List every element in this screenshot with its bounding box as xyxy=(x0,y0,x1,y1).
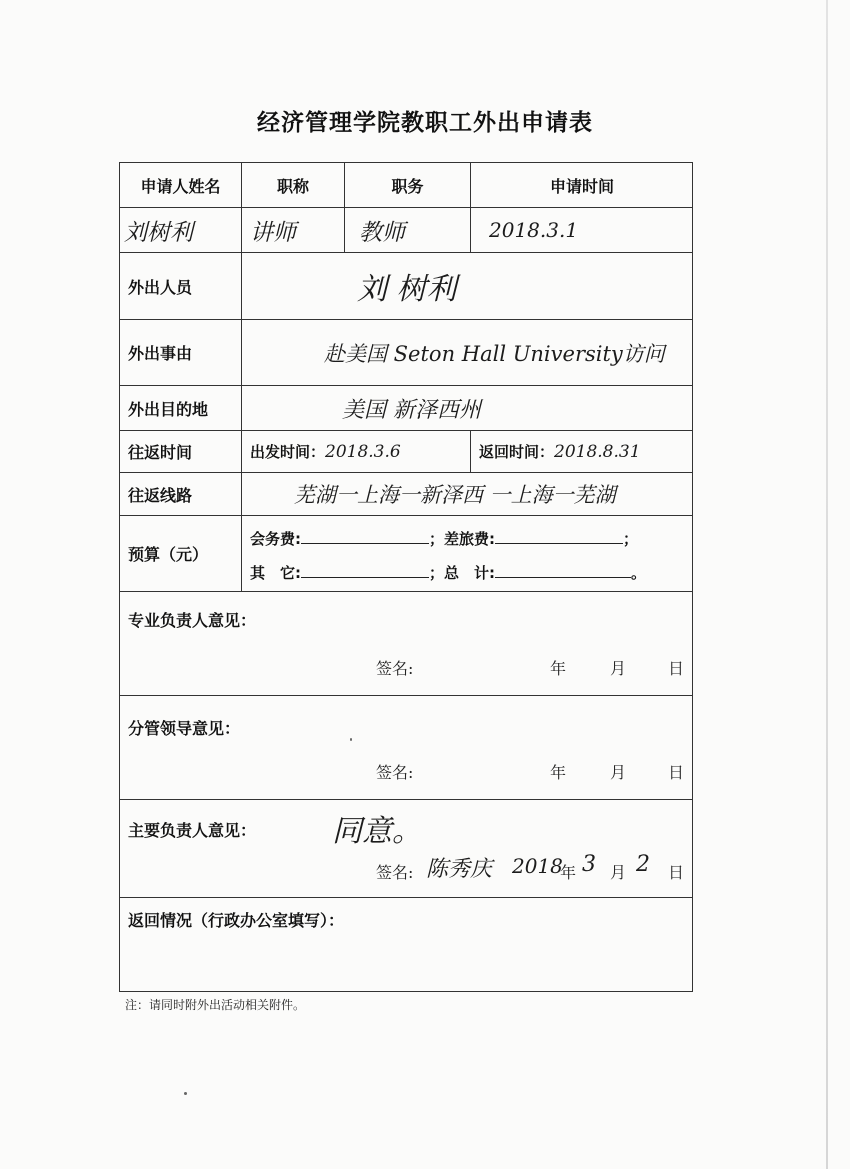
return-value: 2018.8.31 xyxy=(554,441,641,462)
main-head-label: 主要负责人意见： xyxy=(128,821,257,840)
dept-leader-row xyxy=(120,696,692,800)
travel-label: ；差旅费: xyxy=(429,530,495,548)
main-head-month: 月 xyxy=(610,863,627,882)
dept-leader-day: 日 xyxy=(668,763,685,782)
header-title: 职称 xyxy=(242,163,345,207)
main-head-day-value: 2 xyxy=(636,852,650,877)
budget-line-1 xyxy=(250,528,638,549)
other-blank[interactable] xyxy=(301,563,429,578)
page-edge xyxy=(826,0,828,1169)
scan-speck xyxy=(350,738,352,741)
major-head-sign-label: 签名: xyxy=(376,659,414,678)
dates-label: 往返时间 xyxy=(120,431,242,472)
budget-end: 。 xyxy=(631,564,647,582)
dept-leader-year: 年 xyxy=(550,763,567,782)
applicant-title: 讲师 xyxy=(242,208,345,252)
reason-label: 外出事由 xyxy=(120,320,242,385)
budget-row xyxy=(120,516,692,592)
main-head-year: 年 xyxy=(560,863,577,882)
dept-leader-month: 月 xyxy=(610,763,627,782)
meeting-blank[interactable] xyxy=(301,529,429,544)
main-head-year-value: 2018 xyxy=(512,854,563,878)
other-label: 其 它: xyxy=(250,564,301,582)
depart-cell xyxy=(242,431,471,472)
budget-sep: ； xyxy=(623,530,639,548)
reason-value: 赴美国 Seton Hall University访问 xyxy=(324,341,665,366)
major-head-year: 年 xyxy=(550,659,567,678)
destination-row xyxy=(120,386,692,431)
destination-label: 外出目的地 xyxy=(120,386,242,430)
route-label: 往返线路 xyxy=(120,473,242,515)
application-form xyxy=(119,162,693,992)
dates-row xyxy=(120,431,692,473)
major-head-day: 日 xyxy=(668,659,685,678)
budget-fields xyxy=(242,516,693,591)
return-status-row xyxy=(120,898,692,993)
personnel-value: 刘 树利 xyxy=(357,272,457,307)
footnote: 注：请同时附外出活动相关附件。 xyxy=(125,998,306,1012)
personnel-label: 外出人员 xyxy=(120,253,242,319)
header-row xyxy=(120,163,692,208)
reason-row xyxy=(120,320,692,386)
major-head-month: 月 xyxy=(610,659,627,678)
scan-speck xyxy=(184,1092,187,1095)
applicant-row xyxy=(120,208,692,253)
main-head-day: 日 xyxy=(668,863,685,882)
header-name: 申请人姓名 xyxy=(120,163,242,207)
route-value: 芜湖一上海一新泽西 一上海一芜湖 xyxy=(294,483,616,507)
applicant-name: 刘树利 xyxy=(120,208,242,252)
major-head-row xyxy=(120,592,692,696)
major-head-label: 专业负责人意见： xyxy=(128,611,257,630)
depart-label: 出发时间： xyxy=(250,443,326,461)
applicant-date: 2018.3.1 xyxy=(489,218,579,242)
travel-blank[interactable] xyxy=(495,529,623,544)
total-blank[interactable] xyxy=(495,563,631,578)
return-label: 返回时间： xyxy=(479,443,555,461)
depart-value: 2018.3.6 xyxy=(325,441,401,462)
dept-leader-sign-label: 签名: xyxy=(376,763,414,782)
budget-line-2 xyxy=(250,562,646,583)
return-status-label: 返回情况（行政办公室填写）： xyxy=(128,911,345,930)
meeting-label: 会务费: xyxy=(250,530,301,548)
main-head-opinion: 同意。 xyxy=(332,814,422,849)
dept-leader-label: 分管领导意见： xyxy=(128,719,241,738)
return-cell xyxy=(471,431,693,472)
personnel-row xyxy=(120,253,692,320)
main-head-row xyxy=(120,800,692,898)
main-head-month-value: 3 xyxy=(582,852,596,877)
form-title: 经济管理学院教职工外出申请表 xyxy=(257,110,593,136)
destination-value: 美国 新泽西州 xyxy=(342,397,481,423)
total-label: ；总 计: xyxy=(429,564,495,582)
main-head-sign-label: 签名: xyxy=(376,863,414,882)
applicant-duty: 教师 xyxy=(345,208,471,252)
route-row xyxy=(120,473,692,516)
header-duty: 职务 xyxy=(345,163,471,207)
budget-label: 预算（元） xyxy=(120,516,242,591)
main-head-signature: 陈秀庆 xyxy=(426,857,493,882)
header-date: 申请时间 xyxy=(549,176,614,196)
